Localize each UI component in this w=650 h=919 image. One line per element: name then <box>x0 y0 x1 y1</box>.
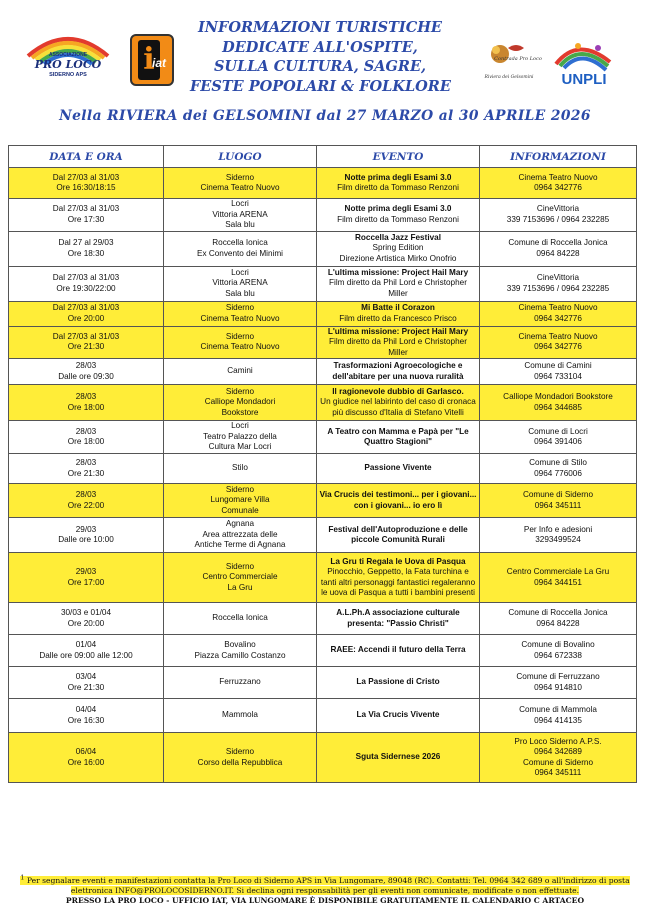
info-cell-line: 339 7153696 / 0964 232285 <box>506 214 610 224</box>
date-cell-line: Dalle ore 09:00 alle 12:00 <box>39 650 133 660</box>
event-cell <box>317 168 480 199</box>
place-cell <box>164 385 317 421</box>
info-cell-line: Comune di Locri <box>528 426 588 436</box>
info-cell-line: 0964 342776 <box>534 313 582 323</box>
date-cell <box>9 603 164 635</box>
column-header-event: EVENTO <box>317 146 480 168</box>
place-cell-line: Locri <box>231 267 249 277</box>
footer-line-1 <box>20 873 630 886</box>
event-cell <box>317 301 480 326</box>
date-cell-line: 03/04 <box>75 672 97 681</box>
proloco-small-text: ASSOCIAZIONE <box>48 52 88 58</box>
place-cell-line: Piazza Camillo Costanzo <box>194 650 286 660</box>
pro-loco-siderno-logo <box>22 26 114 82</box>
date-cell <box>9 454 164 484</box>
table-header-row <box>9 146 637 168</box>
info-cell-line: Comune di Bovalino <box>521 640 595 649</box>
place-cell-line: Siderno <box>225 747 255 756</box>
event-description: Pinocchio, Geppetto, la Fata turchina e tanti altri personaggi fantastici regaleranno le uova di Pasqua a tutti i bambini presenti <box>320 567 476 597</box>
info-cell-line: 0964 342776 <box>534 183 582 192</box>
iat-logo-text: iat <box>152 56 167 70</box>
table-row <box>9 553 637 603</box>
info-cell-line: 0964 672338 <box>534 650 582 660</box>
place-cell-line: Siderno <box>225 172 255 182</box>
info-cell-line: 0964 84228 <box>536 248 580 258</box>
place-cell <box>164 518 317 553</box>
info-cell-line: CineVittoria <box>536 204 580 214</box>
date-cell <box>9 667 164 699</box>
info-cell-line: 0964 84228 <box>536 618 580 628</box>
place-cell <box>164 168 317 199</box>
event-description: Film diretto da Tommaso Renzoni <box>337 183 459 192</box>
event-cell <box>317 454 480 484</box>
place-cell <box>164 359 317 385</box>
date-cell-line: 01/04 <box>75 640 97 649</box>
place-cell <box>164 553 317 603</box>
place-cell-line: Siderno <box>225 561 255 571</box>
date-cell-line: Ore 16:30/18:15 <box>56 183 116 192</box>
event-title: Trasformazioni Agroecologiche e dell'abitare per una nuova ruralità <box>332 361 464 381</box>
event-title: Mi Batte il Corazon <box>361 303 435 312</box>
date-cell-line: Ore 16:00 <box>67 757 105 767</box>
table-row <box>9 231 637 266</box>
date-cell <box>9 168 164 199</box>
event-title: La Passione di Cristo <box>356 677 440 687</box>
place-cell-line: Camini <box>227 366 253 376</box>
date-cell-line: Dal 27/03 al 31/03 <box>52 273 120 282</box>
info-cell-line: 0964 776006 <box>534 468 582 478</box>
event-description: Direzione Artistica Mirko Onofrio <box>339 253 457 263</box>
event-title: RAEE: Accendi il futuro della Terra <box>330 645 466 655</box>
table-row <box>9 421 637 454</box>
event-description: Film diretto da Francesco Prisco <box>339 313 457 323</box>
table-row <box>9 699 637 733</box>
date-cell-line: 28/03 <box>75 392 97 401</box>
event-cell <box>317 603 480 635</box>
event-cell <box>317 484 480 518</box>
info-cell-line: Cinema Teatro Nuovo <box>518 303 598 312</box>
place-cell-line: Sala blu <box>225 288 255 298</box>
place-cell-line: Locri <box>231 199 249 208</box>
header-title-line: INFORMAZIONI TURISTICHE <box>197 19 442 36</box>
info-cell-line: 0964 342689 <box>534 747 582 756</box>
event-cell <box>317 518 480 553</box>
place-cell-line: Bovalino <box>224 640 256 649</box>
date-cell-line: Ore 18:30 <box>67 248 105 258</box>
info-cell-line: Calliope Mondadori Bookstore <box>503 392 613 401</box>
date-cell-line: 28/03 <box>75 458 97 467</box>
date-cell-line: Dalle ore 10:00 <box>58 535 114 544</box>
event-cell <box>317 326 480 359</box>
date-cell-line: Ore 18:00 <box>67 402 105 412</box>
place-cell-line: Cultura Mar Locri <box>208 442 272 452</box>
info-cell <box>480 326 637 359</box>
info-cell-line: 0964 345111 <box>534 500 582 510</box>
info-cell <box>480 699 637 733</box>
event-title: Notte prima degli Esami 3.0 <box>344 204 452 214</box>
place-cell <box>164 603 317 635</box>
date-cell-line: 28/03 <box>75 361 97 370</box>
event-cell <box>317 199 480 232</box>
info-cell-line: 0964 342776 <box>534 342 582 352</box>
event-title: La Via Crucis Vivente <box>356 710 440 720</box>
date-cell <box>9 699 164 733</box>
table-row <box>9 733 637 783</box>
place-cell <box>164 699 317 733</box>
header-title-line: DEDICATE ALL'OSPITE, <box>222 38 418 56</box>
unpli-logo <box>548 36 618 88</box>
info-cell <box>480 733 637 783</box>
place-cell-line: Sala blu <box>225 220 255 229</box>
event-title: Notte prima degli Esami 3.0 <box>344 172 452 182</box>
info-cell-line: Pro Loco Siderno A.P.S. <box>514 736 602 746</box>
date-cell-line: Ore 21:30 <box>67 682 105 692</box>
date-cell-line: Ore 17:00 <box>67 577 105 587</box>
table-row <box>9 635 637 667</box>
place-cell-line: Ferruzzano <box>219 677 261 687</box>
info-cell-line: Comune di Roccella Jonica <box>508 608 608 617</box>
event-description: Film diretto da Phil Lord e Christopher Miller <box>329 278 467 298</box>
table-row <box>9 385 637 421</box>
table-row <box>9 484 637 518</box>
event-description: Film diretto da Tommaso Renzoni <box>337 214 459 224</box>
date-cell <box>9 385 164 421</box>
info-cell-line: 0964 345111 <box>534 768 582 777</box>
info-cell <box>480 667 637 699</box>
date-cell-line: Dal 27/03 al 31/03 <box>52 172 120 182</box>
event-cell <box>317 553 480 603</box>
footer-line-2 <box>20 886 630 896</box>
date-cell <box>9 553 164 603</box>
event-cell <box>317 421 480 454</box>
info-cell-line: Comune di Siderno <box>522 490 594 499</box>
date-cell-line: 28/03 <box>75 490 97 499</box>
info-cell-line: 0964 414135 <box>534 715 582 725</box>
place-cell <box>164 733 317 783</box>
place-cell-line: Siderno <box>225 303 255 312</box>
footer-email-link[interactable]: INFO@PROLOCOSIDERNO.IT <box>115 885 232 895</box>
date-cell <box>9 733 164 783</box>
table-row <box>9 266 637 301</box>
date-cell-line: Ore 16:30 <box>67 715 105 725</box>
place-cell-line: Centro Commerciale <box>202 572 278 582</box>
event-title: A.L.Ph.A associazione culturale presenta: "Passio Christi" <box>336 608 460 628</box>
event-title: Il ragionevole dubbio di Garlasco. <box>332 386 464 396</box>
info-cell <box>480 301 637 326</box>
event-title: A Teatro con Mamma e Papà per "Le Quattro Stagioni" <box>327 426 469 446</box>
place-cell <box>164 421 317 454</box>
place-cell-line: Siderno <box>225 331 255 341</box>
info-cell <box>480 553 637 603</box>
column-header-place: LUOGO <box>164 146 317 168</box>
place-cell-line: Stilo <box>232 463 248 473</box>
info-cell <box>480 454 637 484</box>
event-cell <box>317 733 480 783</box>
place-cell-line: Siderno <box>225 386 255 396</box>
place-cell-line: Vittoria ARENA <box>212 278 268 288</box>
place-cell <box>164 266 317 301</box>
info-cell-line: Comune di Ferruzzano <box>516 672 600 681</box>
table-row <box>9 454 637 484</box>
footer-disclaimer-text: . Si declina ogni responsabilità per gli eventi non comunicate, modificate o non effettuate. <box>231 885 580 895</box>
info-cell-line: Comune di Roccella Jonica <box>508 238 608 247</box>
place-cell-line: Calliope Mondadori <box>204 397 276 407</box>
info-cell-line: Comune di Camini <box>524 361 592 370</box>
header-title <box>190 18 450 96</box>
event-title: Passione Vivente <box>364 463 432 473</box>
event-cell <box>317 385 480 421</box>
info-cell <box>480 385 637 421</box>
info-cell-line: Centro Commerciale La Gru <box>506 567 610 576</box>
place-cell-line: Lungomare Villa <box>210 495 270 505</box>
place-cell-line: Ex Convento dei Minimi <box>196 248 283 258</box>
info-cell <box>480 266 637 301</box>
unpli-logo-text: UNPLI <box>561 71 607 88</box>
date-cell <box>9 635 164 667</box>
place-cell-line: La Gru <box>227 582 253 592</box>
event-title: Festival dell'Autoproduzione e delle piccole Comunità Rurali <box>328 524 468 544</box>
info-cell-line: Cinema Teatro Nuovo <box>518 172 598 182</box>
date-cell-line: 30/03 e 01/04 <box>60 608 112 617</box>
event-title: L'ultima missione: Project Hail Mary <box>327 267 469 277</box>
info-cell-line: Comune di Stilo <box>529 458 587 467</box>
event-cell <box>317 699 480 733</box>
event-cell <box>317 231 480 266</box>
info-cell-line: 0964 344151 <box>534 577 582 587</box>
place-cell <box>164 667 317 699</box>
confraternita-logo <box>482 34 542 84</box>
column-header-info: INFORMAZIONI <box>480 146 637 168</box>
event-title: Roccella Jazz Festival <box>354 232 441 242</box>
info-cell-line: 0964 344685 <box>534 402 582 412</box>
place-cell-line: Roccella Ionica <box>212 613 268 623</box>
date-range-subtitle: Nella RIVIERA dei GELSOMINI dal 27 MARZO al 30 APRILE 2026 <box>59 108 591 124</box>
page-header <box>0 0 650 100</box>
place-cell-line: Area attrezzata delle <box>202 529 278 539</box>
info-cell-line: 0964 391406 <box>534 437 582 446</box>
info-cell <box>480 359 637 385</box>
event-cell <box>317 635 480 667</box>
place-cell-line: Teatro Palazzo della <box>203 431 277 441</box>
date-cell-line: 04/04 <box>75 705 97 714</box>
date-cell-line: Ore 21:30 <box>67 342 105 352</box>
conf-logo-sub: Riviera dei Gelsomini <box>484 75 534 80</box>
info-cell-line: 0964 733104 <box>534 371 582 381</box>
info-cell-line: 3293499524 <box>535 535 581 544</box>
place-cell-line: Locri <box>231 421 249 431</box>
date-cell-line: Ore 20:00 <box>67 313 105 323</box>
column-header-date: DATA E ORA <box>9 146 164 168</box>
event-description: Un giudice nel labirinto del caso di cronaca più discusso d'Italia di Stefano Vitelli <box>320 397 476 417</box>
info-cell <box>480 231 637 266</box>
info-cell-line: Cinema Teatro Nuovo <box>518 331 598 341</box>
event-description: Spring Edition <box>372 243 424 253</box>
place-cell-line: Corso della Repubblica <box>197 757 283 767</box>
date-cell-line: Dal 27/03 al 31/03 <box>52 303 120 312</box>
footnote-marker: 1 <box>20 874 25 881</box>
place-cell-line: Cinema Teatro Nuovo <box>200 313 280 323</box>
info-cell-line: 0964 914810 <box>534 682 582 692</box>
place-cell <box>164 454 317 484</box>
date-cell <box>9 518 164 553</box>
date-cell <box>9 326 164 359</box>
date-cell-line: Ore 21:30 <box>67 468 105 478</box>
place-cell-line: Cinema Teatro Nuovo <box>200 342 280 352</box>
info-cell <box>480 168 637 199</box>
place-cell-line: Mammola <box>222 710 258 720</box>
date-cell-line: 29/03 <box>75 567 97 576</box>
table-row <box>9 518 637 553</box>
footer-line-3 <box>20 896 630 906</box>
date-cell-line: 29/03 <box>75 524 97 534</box>
date-cell-line: Dal 27 al 29/03 <box>58 238 114 247</box>
header-title-line: SULLA CULTURA, SAGRE, <box>213 58 427 75</box>
event-description: Film diretto da Phil Lord e Christopher Miller <box>329 337 467 357</box>
events-table-body <box>9 168 637 783</box>
place-cell-line: Roccella Ionica <box>212 238 268 247</box>
info-cell-line: Per Info e adesioni <box>523 524 593 534</box>
iat-i-icon: i <box>138 40 160 80</box>
date-cell-line: Dal 27/03 al 31/03 <box>52 204 120 214</box>
date-cell <box>9 484 164 518</box>
event-title: L'ultima missione: Project Hail Mary <box>327 326 469 336</box>
events-table <box>8 145 637 783</box>
date-cell-line: Ore 19:30/22:00 <box>56 283 116 293</box>
footer-email-prefix: elettronica <box>70 885 116 895</box>
info-cell <box>480 199 637 232</box>
iat-logo <box>130 34 174 86</box>
place-cell-line: Antiche Terme di Agnana <box>194 540 286 550</box>
table-row <box>9 168 637 199</box>
info-cell-line: 339 7153696 / 0964 232285 <box>506 283 610 293</box>
place-cell-line: Bookstore <box>221 407 259 417</box>
place-cell-line: Vittoria ARENA <box>212 209 268 219</box>
table-row <box>9 199 637 232</box>
info-cell-line: CineVittoria <box>536 273 580 282</box>
table-row <box>9 359 637 385</box>
place-cell <box>164 635 317 667</box>
date-cell-line: Ore 20:00 <box>67 618 105 628</box>
place-cell <box>164 326 317 359</box>
info-cell <box>480 484 637 518</box>
info-cell-line: Comune di Mammola <box>519 705 597 714</box>
date-cell-line: Ore 22:00 <box>67 500 105 510</box>
date-cell <box>9 231 164 266</box>
date-cell <box>9 199 164 232</box>
info-cell-line: Comune di Siderno <box>522 757 594 767</box>
date-cell-line: Ore 17:30 <box>67 214 105 224</box>
table-row <box>9 301 637 326</box>
date-cell-line: 28/03 <box>75 426 97 436</box>
footer-calendar-notice: PRESSO LA PRO LOCO - UFFICIO IAT, VIA LUNGOMARE È DISPONIBILE GRATUITAMENTE IL CALENDARIO C ARTACEO <box>65 895 585 905</box>
info-cell <box>480 635 637 667</box>
info-cell <box>480 518 637 553</box>
event-cell <box>317 266 480 301</box>
event-cell <box>317 359 480 385</box>
event-cell <box>317 667 480 699</box>
place-cell-line: Siderno <box>225 484 255 494</box>
proloco-sub-text: SIDERNO APS <box>49 72 87 78</box>
place-cell <box>164 231 317 266</box>
header-title-line: FESTE POPOLARI & FOLKLORE <box>190 77 451 95</box>
footer-contact-text: Per segnalare eventi e manifestazioni contatta la Pro Loco di Siderno APS in Via Lungomare, 89048 (RC). Contatti: Tel. 0964 342 689 o all'indirizzo di posta <box>24 875 630 885</box>
place-cell <box>164 301 317 326</box>
proloco-name-text: PRO LOCO <box>34 58 102 71</box>
date-cell-line: Dalle ore 09:30 <box>58 371 114 381</box>
place-cell-line: Agnana <box>225 519 255 529</box>
table-row <box>9 667 637 699</box>
place-cell <box>164 484 317 518</box>
date-cell <box>9 266 164 301</box>
footer-note <box>20 873 630 906</box>
date-cell-line: 06/04 <box>75 747 97 756</box>
event-title: Sguta Sidernese 2026 <box>355 752 441 762</box>
info-cell <box>480 603 637 635</box>
date-cell <box>9 359 164 385</box>
event-title: La Gru ti Regala le Uova di Pasqua <box>330 556 466 566</box>
place-cell <box>164 199 317 232</box>
place-cell-line: Comunale <box>221 505 259 515</box>
place-cell-line: Cinema Teatro Nuovo <box>200 183 280 192</box>
date-cell-line: Ore 18:00 <box>67 437 105 446</box>
info-cell <box>480 421 637 454</box>
conf-logo-text: Contrada Pro Loco <box>494 56 542 62</box>
date-cell <box>9 421 164 454</box>
event-title: Via Crucis dei testimoni... per i giovani... con i giovani... io ero lì <box>319 490 477 510</box>
table-row <box>9 326 637 359</box>
table-row <box>9 603 637 635</box>
date-cell-line: Dal 27/03 al 31/03 <box>52 331 120 341</box>
date-cell <box>9 301 164 326</box>
